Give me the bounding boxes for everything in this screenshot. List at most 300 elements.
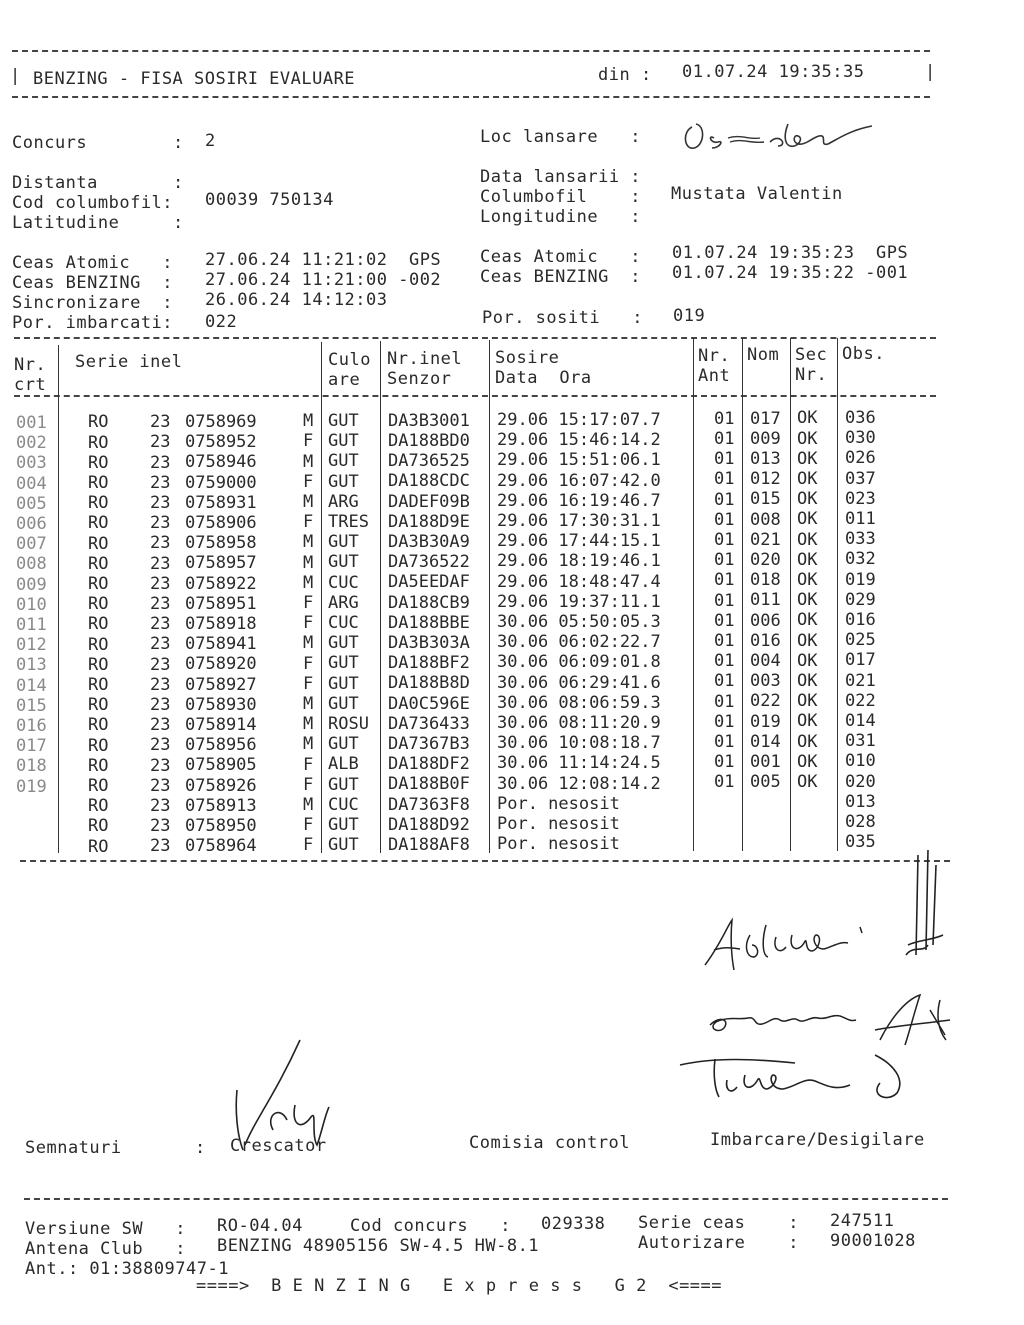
row-tara: RO: [88, 816, 109, 837]
row-culoare: GUT: [328, 693, 359, 714]
row-ant: 01: [714, 651, 735, 672]
row-inel: 0759000: [185, 472, 257, 493]
row-inel: 0758930: [185, 694, 257, 715]
row-sex: F: [303, 653, 314, 674]
semnaturi-label: Semnaturi: [25, 1138, 122, 1158]
row-senzor: DA736433: [388, 713, 470, 734]
row-an: 23: [150, 775, 171, 796]
row-culoare: ALB: [328, 754, 359, 775]
row-ant: 01: [714, 752, 735, 773]
row-sex: F: [303, 815, 314, 836]
row-senzor: DA188CDC: [388, 471, 470, 492]
distanta-label: Distanta :: [12, 173, 184, 193]
row-sosire: 30.06 06:29:41.6: [497, 672, 661, 693]
row-obs: 016: [845, 610, 876, 631]
row-sec: OK: [797, 408, 818, 429]
row-sec: OK: [797, 489, 818, 510]
row-tara: RO: [88, 432, 109, 453]
row-tara: RO: [88, 675, 109, 696]
data-lansarii-label: Data lansarii :: [480, 167, 642, 187]
row-culoare: GUT: [328, 471, 359, 492]
row-sex: M: [303, 552, 314, 573]
row-inel: 0758941: [185, 634, 257, 655]
row-an: 23: [150, 634, 171, 655]
ceas-benzing-right-label: Ceas BENZING :: [480, 267, 642, 287]
row-crt: 015: [16, 695, 47, 716]
row-inel: 0758914: [185, 714, 257, 735]
row-culoare: GUT: [328, 532, 359, 553]
row-sosire: 30.06 05:50:05.3: [497, 612, 661, 633]
row-sec: OK: [797, 549, 818, 570]
versiune-value: RO-04.04: [217, 1216, 303, 1236]
row-inel: 0758946: [185, 452, 257, 473]
row-sec: OK: [797, 610, 818, 631]
row-sosire: Por. nesosit: [497, 834, 620, 855]
row-sex: M: [303, 451, 314, 472]
row-sec: OK: [797, 711, 818, 732]
row-senzor: DA188DF2: [388, 754, 470, 775]
row-an: 23: [150, 715, 171, 736]
row-an: 23: [150, 614, 171, 635]
row-nom: 018: [750, 570, 781, 591]
row-ant: 01: [714, 509, 735, 530]
row-crt: 018: [16, 756, 47, 777]
row-obs: 026: [845, 448, 876, 469]
row-senzor: DADEF09B: [388, 491, 470, 512]
row-culoare: ARG: [328, 491, 359, 512]
table-row: [0, 832, 1024, 857]
row-culoare: GUT: [328, 774, 359, 795]
row-sex: F: [303, 431, 314, 452]
imbarcati-label: Por. imbarcati:: [12, 313, 174, 333]
row-an: 23: [150, 533, 171, 554]
row-obs: 017: [845, 650, 876, 671]
row-an: 23: [150, 513, 171, 534]
row-senzor: DA736525: [388, 451, 470, 472]
row-culoare: GUT: [328, 835, 359, 856]
antena-label: Antena Club :: [25, 1239, 187, 1259]
row-tara: RO: [88, 654, 109, 675]
row-sex: M: [303, 795, 314, 816]
header-sec-2: Nr.: [795, 365, 828, 385]
row-senzor: DA188D92: [388, 814, 470, 835]
row-tara: RO: [88, 513, 109, 534]
semnaturi-colon: :: [195, 1138, 206, 1158]
row-senzor: DA188BBE: [388, 612, 470, 633]
row-tara: RO: [88, 715, 109, 736]
header-culoare-2: are: [328, 370, 361, 390]
row-inel: 0758964: [185, 836, 257, 857]
row-culoare: GUT: [328, 431, 359, 452]
header-date-value: 01.07.24 19:35:35: [682, 62, 865, 82]
row-an: 23: [150, 654, 171, 675]
ceas-atomic-right-label: Ceas Atomic :: [480, 247, 642, 267]
row-inel: 0758913: [185, 795, 257, 816]
row-sec: OK: [797, 569, 818, 590]
row-sec: OK: [797, 590, 818, 611]
row-culoare: GUT: [328, 633, 359, 654]
row-obs: 025: [845, 630, 876, 651]
row-sex: F: [303, 471, 314, 492]
row-crt: 007: [16, 534, 47, 555]
row-culoare: GUT: [328, 451, 359, 472]
row-an: 23: [150, 593, 171, 614]
row-sosire: 29.06 17:30:31.1: [497, 511, 661, 532]
row-inel: 0758931: [185, 492, 257, 513]
header-culoare-1: Culo: [328, 350, 371, 370]
row-culoare: GUT: [328, 734, 359, 755]
row-crt: 009: [16, 574, 47, 595]
cod-columbofil-value: 00039 750134: [205, 190, 334, 210]
header-nr-ant-2: Ant: [698, 366, 731, 386]
header-sec-1: Sec: [795, 345, 828, 365]
row-nom: 012: [750, 469, 781, 490]
ceas-atomic-right-value: 01.07.24 19:35:23 GPS: [672, 243, 909, 263]
row-sosire: 30.06 12:08:14.2: [497, 773, 661, 794]
row-an: 23: [150, 553, 171, 574]
row-inel: 0758926: [185, 775, 257, 796]
row-culoare: TRES: [328, 512, 369, 533]
header-right-bar: |: [925, 62, 936, 82]
row-culoare: GUT: [328, 653, 359, 674]
footer-top-border: [24, 1198, 948, 1200]
row-obs: 033: [845, 529, 876, 550]
row-an: 23: [150, 735, 171, 756]
serie-ceas-label: Serie ceas :: [638, 1213, 800, 1233]
row-senzor: DA3B30A9: [388, 531, 470, 552]
row-inel: 0758922: [185, 573, 257, 594]
row-an: 23: [150, 674, 171, 695]
row-ant: 01: [714, 530, 735, 551]
row-culoare: CUC: [328, 794, 359, 815]
row-nom: 008: [750, 509, 781, 530]
row-obs: 030: [845, 428, 876, 449]
row-an: 23: [150, 755, 171, 776]
row-inel: 0758905: [185, 755, 257, 776]
ceas-benzing-right-value: 01.07.24 19:35:22 -001: [672, 263, 909, 283]
row-sex: M: [303, 714, 314, 735]
row-tara: RO: [88, 493, 109, 514]
row-sex: F: [303, 593, 314, 614]
row-sec: OK: [797, 428, 818, 449]
row-sec: OK: [797, 509, 818, 530]
row-sex: M: [303, 532, 314, 553]
row-inel: 0758958: [185, 533, 257, 554]
row-culoare: GUT: [328, 815, 359, 836]
row-inel: 0758956: [185, 735, 257, 756]
header-nr-ant-1: Nr.: [698, 346, 731, 366]
row-tara: RO: [88, 634, 109, 655]
row-obs: 037: [845, 468, 876, 489]
row-ant: 01: [714, 489, 735, 510]
row-tara: RO: [88, 594, 109, 615]
row-sosire: 29.06 18:19:46.1: [497, 551, 661, 572]
autorizare-value: 90001028: [830, 1231, 916, 1251]
row-crt: 013: [16, 655, 47, 676]
header-top-border: [12, 50, 930, 52]
latitudine-label: Latitudine :: [12, 213, 184, 233]
row-sosire: 29.06 19:37:11.1: [497, 591, 661, 612]
row-crt: 004: [16, 473, 47, 494]
row-culoare: ARG: [328, 592, 359, 613]
table-bottom-border: [20, 860, 950, 862]
row-senzor: DA188B8D: [388, 673, 470, 694]
right-margin-signature: [898, 845, 948, 965]
row-sec: OK: [797, 731, 818, 752]
row-sex: F: [303, 512, 314, 533]
row-obs: 014: [845, 711, 876, 732]
imbarcati-value: 022: [205, 312, 238, 332]
row-an: 23: [150, 432, 171, 453]
sositi-value: 019: [673, 306, 706, 326]
ceas-benzing-left-label: Ceas BENZING :: [12, 273, 174, 293]
row-inel: 0758952: [185, 432, 257, 453]
row-inel: 0758920: [185, 654, 257, 675]
row-nom: 013: [750, 449, 781, 469]
table-header-separator: [14, 395, 936, 397]
row-nom: 016: [750, 630, 781, 651]
row-obs: 020: [845, 771, 876, 792]
row-nom: 001: [750, 752, 781, 772]
row-an: 23: [150, 472, 171, 493]
row-sosire: 30.06 11:14:24.5: [497, 753, 661, 774]
row-sex: M: [303, 734, 314, 755]
row-crt: 012: [16, 635, 47, 656]
row-crt: 005: [16, 493, 47, 514]
row-sex: F: [303, 754, 314, 775]
row-sec: OK: [797, 670, 818, 691]
row-sosire: 30.06 06:02:22.7: [497, 632, 661, 653]
row-senzor: DA188BF2: [388, 653, 470, 674]
row-tara: RO: [88, 796, 109, 817]
row-sex: F: [303, 835, 314, 856]
row-senzor: DA7367B3: [388, 733, 470, 754]
row-sex: M: [303, 492, 314, 513]
row-an: 23: [150, 836, 171, 857]
row-culoare: GUT: [328, 673, 359, 694]
row-senzor: DA5EEDAF: [388, 572, 470, 593]
row-nom: 022: [750, 691, 781, 712]
row-senzor: DA3B3001: [388, 410, 470, 431]
row-crt: 001: [16, 412, 47, 433]
row-senzor: DA188BD0: [388, 430, 470, 451]
header-senzor: Senzor: [387, 369, 452, 389]
row-ant: 01: [714, 671, 735, 692]
row-ant: 01: [714, 631, 735, 652]
row-inel: 0758927: [185, 674, 257, 695]
row-ant: 01: [714, 732, 735, 753]
row-senzor: DA188D9E: [388, 511, 470, 532]
row-tara: RO: [88, 473, 109, 494]
row-nom: 017: [750, 408, 781, 429]
row-tara: RO: [88, 755, 109, 776]
row-senzor: DA188AF8: [388, 834, 470, 855]
row-inel: 0758951: [185, 593, 257, 614]
row-sex: M: [303, 633, 314, 654]
row-obs: 032: [845, 549, 876, 570]
row-sosire: 29.06 18:48:47.4: [497, 571, 661, 592]
sositi-label: Por. sositi :: [482, 308, 644, 328]
loc-lansare-handwritten-signature: [680, 112, 880, 157]
row-inel: 0758957: [185, 553, 257, 574]
row-ant: 01: [714, 408, 735, 429]
row-sec: OK: [797, 751, 818, 772]
row-obs: 031: [845, 731, 876, 752]
row-senzor: DA736522: [388, 552, 470, 573]
row-culoare: CUC: [328, 572, 359, 593]
row-obs: 029: [845, 589, 876, 610]
row-sec: OK: [797, 468, 818, 489]
row-tara: RO: [88, 553, 109, 574]
header-crt: crt: [14, 375, 47, 395]
serie-ceas-value: 247511: [830, 1211, 895, 1231]
concurs-label: Concurs :: [12, 133, 184, 153]
row-ant: 01: [714, 429, 735, 450]
row-nom: 004: [750, 651, 781, 671]
row-sec: OK: [797, 529, 818, 550]
row-sosire: 30.06 08:11:20.9: [497, 713, 661, 734]
header-title: BENZING - FISA SOSIRI EVALUARE: [33, 69, 356, 89]
ceas-benzing-left-value: 27.06.24 11:21:00 -002: [205, 270, 442, 290]
row-crt: 016: [16, 715, 47, 736]
row-sex: F: [303, 613, 314, 634]
row-sec: OK: [797, 650, 818, 671]
header-nom: Nom: [747, 345, 780, 365]
autorizare-label: Autorizare :: [638, 1233, 800, 1253]
header-sosire: Sosire: [495, 348, 560, 368]
row-obs: 036: [845, 408, 876, 429]
row-sex: M: [303, 411, 314, 432]
header-left-bar: |: [10, 66, 21, 86]
row-crt: 011: [16, 614, 47, 635]
row-ant: 01: [714, 691, 735, 712]
cod-concurs-value: 029338: [541, 1214, 606, 1234]
row-senzor: DA188B0F: [388, 774, 470, 795]
row-ant: 01: [714, 570, 735, 591]
row-sosire: 29.06 16:19:46.7: [497, 490, 661, 511]
signature-2: [700, 990, 960, 1050]
row-nom: 019: [750, 711, 781, 732]
antena-value: BENZING 48905156 SW-4.5 HW-8.1: [217, 1236, 540, 1256]
row-nom: 011: [750, 590, 781, 611]
row-an: 23: [150, 795, 171, 816]
row-tara: RO: [88, 412, 109, 433]
row-crt: 002: [16, 433, 47, 454]
row-sosire: Por. nesosit: [497, 793, 620, 814]
row-senzor: DA188CB9: [388, 592, 470, 613]
row-sex: M: [303, 694, 314, 715]
ceas-atomic-left-label: Ceas Atomic :: [12, 253, 174, 273]
row-an: 23: [150, 452, 171, 473]
table-top-border: [14, 337, 936, 339]
concurs-value: 2: [205, 131, 216, 151]
row-sosire: 29.06 15:51:06.1: [497, 450, 661, 471]
signature-3: [675, 1045, 915, 1105]
row-nom: 009: [750, 428, 781, 449]
row-crt: 008: [16, 554, 47, 575]
row-ant: 01: [714, 610, 735, 631]
benzing-express-banner: ====> B E N Z I N G E x p r e s s G 2 <====: [196, 1276, 723, 1296]
versiune-label: Versiune SW :: [25, 1219, 187, 1239]
sincronizare-label: Sincronizare :: [12, 293, 174, 313]
columbofil-value: Mustata Valentin: [671, 184, 843, 204]
row-tara: RO: [88, 452, 109, 473]
row-senzor: DA0C596E: [388, 693, 470, 714]
row-ant: 01: [714, 469, 735, 490]
row-ant: 01: [714, 711, 735, 732]
signature-1: [700, 905, 890, 980]
row-obs: 028: [845, 812, 876, 833]
cod-columbofil-label: Cod columbofil:: [12, 193, 174, 213]
row-crt: 019: [16, 776, 47, 797]
row-sosire: 29.06 16:07:42.0: [497, 470, 661, 491]
row-culoare: CUC: [328, 613, 359, 634]
loc-lansare-label: Loc lansare :: [480, 127, 642, 147]
row-crt: 017: [16, 736, 47, 757]
row-crt: 010: [16, 594, 47, 615]
row-sec: OK: [797, 771, 818, 792]
row-ant: 01: [714, 590, 735, 611]
longitudine-label: Longitudine :: [480, 207, 642, 227]
row-sosire: 29.06 15:46:14.2: [497, 430, 661, 451]
header-nr: Nr.: [14, 355, 47, 375]
sincronizare-value: 26.06.24 14:12:03: [205, 290, 388, 310]
header-serie-inel: Serie inel: [75, 352, 183, 372]
row-tara: RO: [88, 836, 109, 857]
row-nom: 021: [750, 529, 781, 550]
row-culoare: ROSU: [328, 714, 369, 735]
ant-line: Ant.: 01:38809747-1: [25, 1259, 229, 1279]
row-obs: 021: [845, 670, 876, 691]
row-obs: 022: [845, 690, 876, 711]
row-sosire: 30.06 10:08:18.7: [497, 733, 661, 754]
row-inel: 0758918: [185, 613, 257, 634]
row-crt: 006: [16, 513, 47, 534]
row-culoare: GUT: [328, 411, 359, 432]
columbofil-label: Columbofil :: [480, 187, 642, 207]
row-tara: RO: [88, 614, 109, 635]
row-nom: 005: [750, 772, 781, 793]
row-nom: 003: [750, 671, 781, 692]
row-ant: 01: [714, 550, 735, 571]
row-an: 23: [150, 694, 171, 715]
row-sosire: 29.06 15:17:07.7: [497, 410, 661, 431]
row-sec: OK: [797, 630, 818, 651]
row-culoare: GUT: [328, 552, 359, 573]
row-nom: 014: [750, 731, 781, 752]
row-nom: 020: [750, 550, 781, 570]
row-inel: 0758969: [185, 411, 257, 432]
ceas-atomic-left-value: 27.06.24 11:21:02 GPS: [205, 250, 442, 270]
row-obs: 011: [845, 509, 876, 530]
row-sec: OK: [797, 691, 818, 712]
row-obs: 019: [845, 569, 876, 590]
row-sex: M: [303, 572, 314, 593]
comisia-control-label: Comisia control: [469, 1133, 631, 1153]
row-tara: RO: [88, 574, 109, 595]
imbarcare-desigilare-label: Imbarcare/Desigilare: [710, 1130, 925, 1150]
crescator-label: Crescator: [230, 1136, 327, 1156]
row-tara: RO: [88, 695, 109, 716]
row-tara: RO: [88, 533, 109, 554]
row-obs: 010: [845, 751, 876, 772]
row-sex: F: [303, 774, 314, 795]
row-obs: 023: [845, 488, 876, 509]
row-senzor: DA3B303A: [388, 632, 470, 653]
header-obs: Obs.: [842, 344, 885, 364]
row-sosire: 29.06 17:44:15.1: [497, 531, 661, 552]
row-nom: 006: [750, 610, 781, 631]
